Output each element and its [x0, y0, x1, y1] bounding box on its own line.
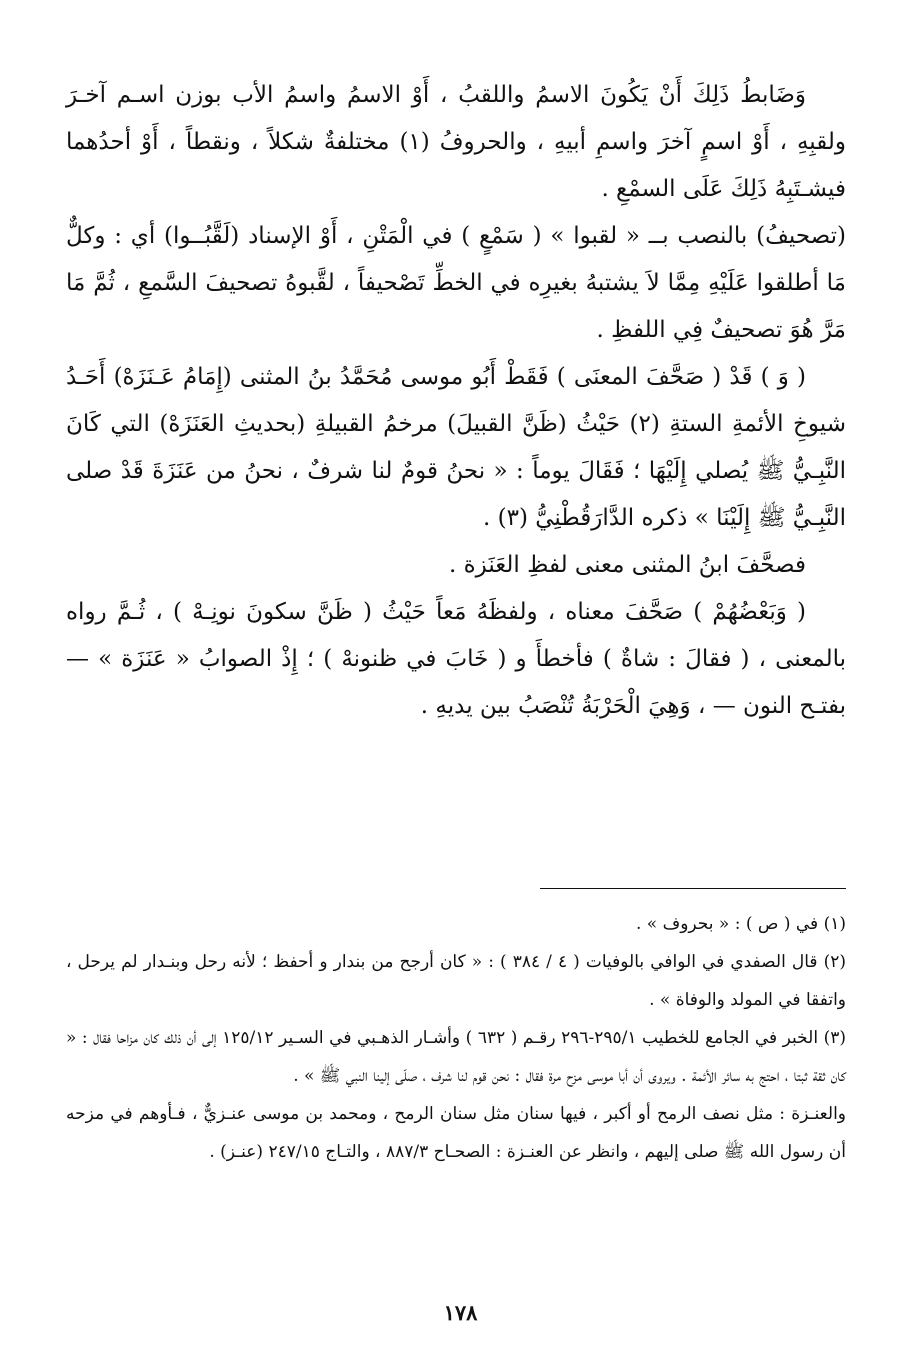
footnote-divider — [540, 888, 846, 889]
footnote-3-continued: والعنـزة : مثل نصف الرمح أو أكبر ، فيها سنان مثل سنان الرمح ، ومحمد بن موسى عنـزيٌّ ، فـأوهم في مزحه أن رسول الله ﷺ صلى إليهم ، وانظر عن العنـزة : الصحـاح ٨٨٧/٣ ، والتـاج ٢٤٧/١٥ (عنـز) . — [66, 1104, 846, 1162]
footnote-2: (٢) قال الصفدي في الوافي بالوفيات ( ٤ / ٣٨٤ ) : « كان أرجح من بندار و أحفظ ؛ لأنه رحل وبنـدار لم يرحل ، واتفقا في المولد والوفاة » . — [66, 952, 846, 1010]
footnote-3: (٣) الخبر في الجامع للخطيب ٢٩٥/١-٢٩٦ رقـم ( ٦٣٢ ) وأشـار الذهـبي في السـير ١٢٥/١٢ إلى أن ذلك كان مزاحا فقال : « كان ثقة ثبتا ، احتج به سائر الأئمة . ويروى أن أبا موسى مزح مرة فقال : نحن قوم لنا شرف ، صلّى إلينا النبي ﷺ » . — [66, 1028, 846, 1086]
footnotes — [66, 905, 846, 1171]
main-text — [66, 72, 846, 730]
paragraph-4: فصحَّفَ ابنُ المثنى معنى لفظِ العَنَزة . — [449, 552, 806, 578]
paragraph-2: (تصحيفُ) بالنصب بــ « لقبوا » ( سَمْعٍ ) في الْمَتْنِ ، أَوْ الإسناد (لَقَّبُــوا) أي : وكلٌّ مَا أطلقوا عَلَيْهِ مِمَّا لاَ يشتبهُ بغيرِه في الخطِّ تَصْحيفاً ، لقَّبوهُ تصحيفَ السَّمعِ ، ثُمَّ مَا مَرَّ هُوَ تصحيفٌ فِي اللفظِ . — [66, 223, 846, 343]
paragraph-5: ( وَبَعْضُهُمْ ) صَحَّفَ معناه ، ولفظَهُ مَعاً حَيْثُ ( ظَنَّ سكونَ نونِـهْ ) ، ثُـمَّ رواه بالمعنى ، ( فقالَ : شاةٌ ) فأخطأَ و ( خَابَ في ظنونهْ ) ؛ إِذْ الصوابُ « عَنَزَة » — بفتـح النون — ، وَهِيَ الْحَرْبَةُ تُنْصَبُ بين يديهِ . — [66, 599, 846, 719]
page-number: ١٧٨ — [443, 1300, 478, 1325]
paragraph-1: وَضَابطُ ذَلِكَ أَنْ يَكُونَ الاسمُ واللقبُ ، أَوْ الاسمُ واسمُ الأب بوزن اسـم آخـرَ ولقبِهِ ، أَوْ اسمٍ آخرَ واسمِ أبيهِ ، والحروفُ (١) مختلفةٌ شكلاً ، ونقطاً ، أَوْ أحدُهما فيشـتَبِهُ ذَلِكَ عَلَى السمْعِ . — [66, 82, 846, 202]
paragraph-3: ( وَ ) قَدْ ( صَحَّفَ المعنَى ) فَقَطْ أَبُو موسى مُحَمَّدُ بنُ المثنى (إِمَامُ عَـنَزَهْ) أَحَـدُ شيوخِ الأئمةِ الستةِ (٢) حَيْثُ (ظَنَّ القبيلَ) مرخمُ القبيلةِ (بحديثِ العَنَزَهْ) التي كَانَ النَّبِـيُّ ﷺ يُصلي إِلَيْهَا ؛ فَقَالَ يوماً : « نحنُ قومٌ لنا شرفٌ ، نحنُ من عَنَزَةَ قَدْ صلى النَّبِـيُّ ﷺ إِلَيْنَا » ذكره الدَّارَقُطْنِيُّ (٣) . — [66, 364, 846, 531]
footnote-1: (١) في ( ص ) : « بحروف » . — [635, 914, 846, 934]
